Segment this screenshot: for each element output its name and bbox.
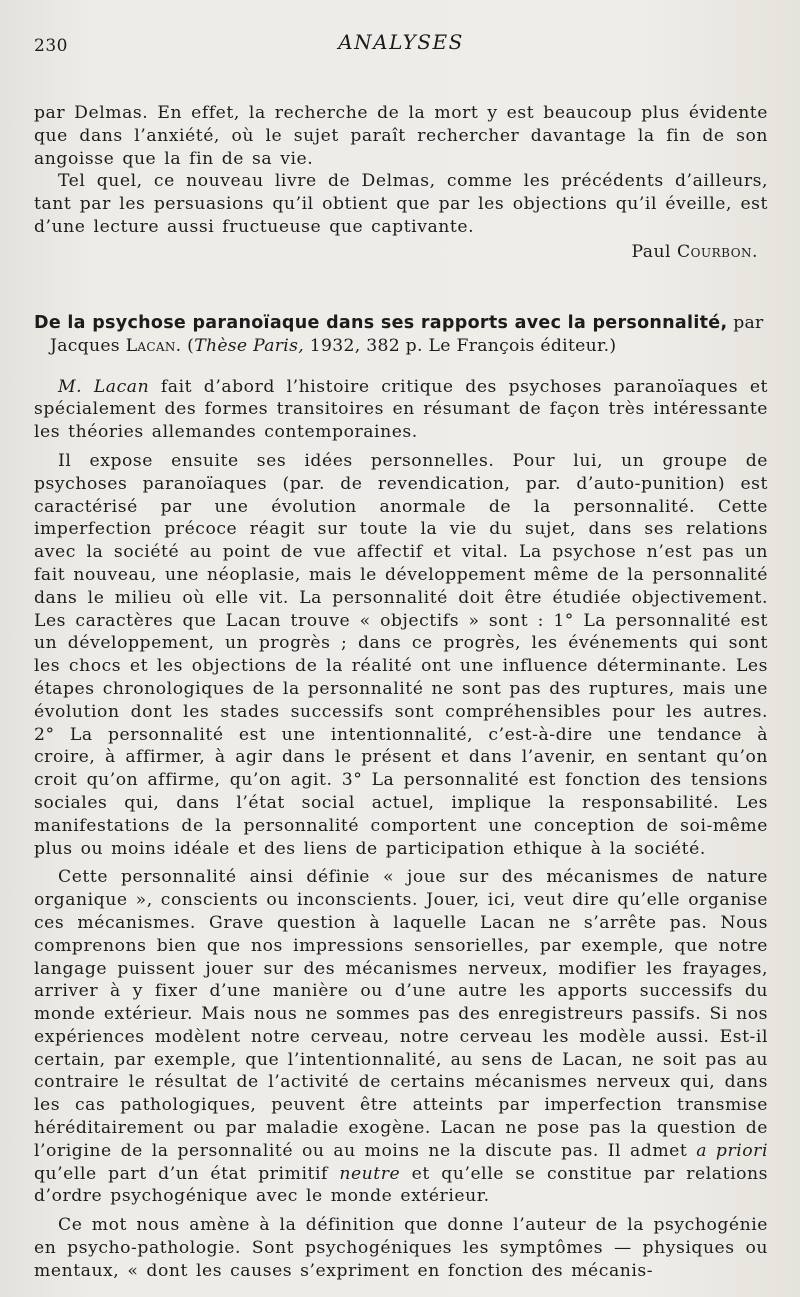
review-title-line — [34, 312, 768, 335]
previous-review-paragraph: par Delmas. En effet, la recherche de la mort y est beaucoup plus évidente que dans l’anxiété, où le sujet paraît rechercher davantage la fin de son angoisse que la fin de sa vie. — [34, 103, 768, 169]
previous-review — [34, 102, 768, 239]
review-source-details: 1932, 382 p. Le François éditeur.) — [309, 335, 617, 356]
page-number: 230 — [34, 36, 68, 56]
review-paragraph — [34, 376, 768, 444]
previous-review-paragraph: Tel quel, ce nouveau livre de Delmas, comme les précédents d’ailleurs, tant par les persuasions qu’il obtient que par les objections qu’il éveille, est d’une lecture aussi fructueuse que captivante. — [34, 171, 768, 237]
review-source-title: Thèse Paris, — [194, 335, 304, 356]
running-head: ANALYSES — [338, 30, 464, 54]
review-heading — [34, 312, 768, 358]
review-paragraph: Ce mot nous amène à la définition que donne l’auteur de la psychogénie en psycho-pathologie. Sont psychogéniques les symptômes — physiques ou mentaux, « dont les causes s’expriment en fonction des mécanis- — [34, 1215, 768, 1281]
review-italic-neutre: neutre — [339, 1163, 401, 1184]
review-paragraph — [34, 866, 768, 1208]
signature-first-name: Paul — [631, 241, 672, 262]
review-author-first: Jacques — [50, 335, 120, 356]
review-paragraph-text: fait d’abord l’histoire critique des psychoses paranoïaques et spécialement des formes transitoires en résumant de façon très intéressante les théories allemandes contemporaines. — [34, 376, 769, 443]
review-by: par — [733, 312, 764, 333]
signature-last-name: Courbon. — [677, 241, 758, 262]
review-paragraph: Il expose ensuite ses idées personnelles. Pour lui, un groupe de psychoses paranoïaques (par. de revendication, par. d’auto-punition) est caractérisé par une évolution anormale de la personnalité. Cette imperfection précoce réagit sur toute la vie du sujet, dans ses relations avec la société au point de vue affectif et vital. La psychose n’est pas un fait nouveau, une néoplasie, mais le développement même de la personnalité dans le milieu où elle vit. La personnalité doit être étudiée objectivement. Les caractères que Lacan trouve « objectifs » sont : 1° La personnalité est un développement, un progrès ; dans ce progrès, les événements qui sont les chocs et les objections de la réalité ont une influence déterminante. Les étapes chronologiques de la personnalité ne sont pas des ruptures, mais une évolution dont les stades successifs sont compréhensibles pour les autres. 2° La personnalité est une intentionnalité, c’est-à-dire une tendance à croire, à affirmer, à agir dans le présent et dans l’avenir, en sentant qu’on croit qu’on affirme, qu’on agit. 3° La personnalité est fonction des tensions sociales qui, dans l’état social actuel, implique la responsabilité. Les manifestations de la personnalité comportent une conception de soi-même plus ou moins idéale et des liens de participation ethique à la société. — [34, 450, 768, 859]
review-title: De la psychose paranoïaque dans ses rapports avec la personnalité, — [34, 312, 728, 333]
review-author-last: Lacan. — [125, 335, 182, 356]
page-header — [34, 30, 768, 62]
review-source-open: ( — [187, 335, 195, 356]
review-body — [34, 376, 768, 1283]
review-paragraph-text: Cette personnalité ainsi définie « joue sur des mécanismes de nature organique », conscients ou inconscients. Jouer, ici, veut dire qu’elle organise ces mécanismes. Grave question à laquelle Lacan ne s’arrête pas. Nous comprenons bien que nos impressions sensorielles, par exemple, que notre langage puissent jouer sur des mécanismes nerveux, modifier les frayages, arriver à y fixer d’une manière ou d’une autre les apports successifs du monde extérieur. Mais nous ne sommes pas des enregistreurs passifs. Si nos expériences modèlent notre cerveau, notre cerveau les modèle aussi. Est-il certain, par exemple, que l’intentionnalité, au sens de Lacan, ne soit pas au contraire le résultat de l’activité de certains mécanismes nerveux qui, dans les cas pathologiques, peuvent être atteints par imperfection transmise héréditairement ou par maladie exogène. Lacan ne pose pas la question de l’origine de la personnalité ou au moins ne la discute pas. Il admet — [34, 867, 768, 1161]
review-signature — [34, 241, 768, 264]
review-paragraph-lead: M. Lacan — [58, 376, 150, 397]
review-paragraph-text: et qu’elle se constitue par relations d’ordre psychogénique avec le monde extérieur. — [34, 1163, 768, 1207]
review-italic-a-priori: a priori — [696, 1140, 768, 1161]
review-author-line — [34, 335, 768, 358]
review-paragraph-text: qu’elle part d’un état primitif — [34, 1163, 340, 1184]
